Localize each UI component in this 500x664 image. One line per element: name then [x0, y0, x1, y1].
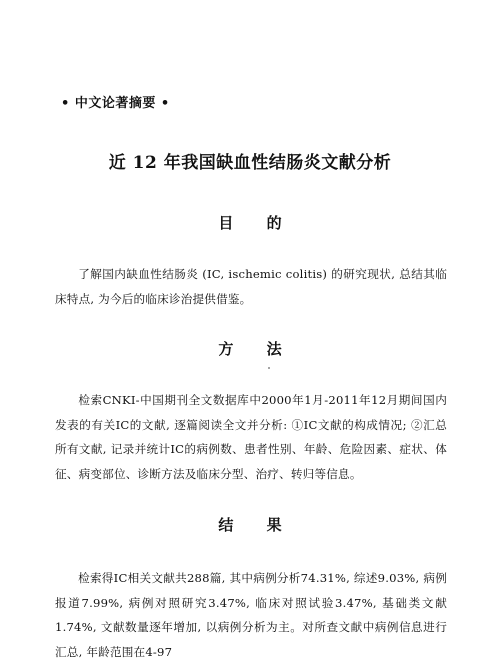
objective-paragraph	[55, 262, 447, 311]
methods-heading: 方 法	[218, 340, 296, 358]
scan-speck	[268, 367, 270, 369]
results-paragraph	[55, 566, 447, 664]
section-tag: • 中文论著摘要 •	[61, 96, 170, 111]
objective-heading: 目 的	[218, 214, 296, 232]
results-heading: 结 果	[218, 516, 296, 534]
results-text: 检索得IC相关文献共288篇, 其中病例分析74.31%, 综述9.03%, 病例报道7.99%, 病例对照研究3.47%, 临床对照试验3.47%, 基础类文献1.74%, 文献数量逐年增加, 以病例分析为主。对所查文献中病例信息进行汇总, 年龄范围在4-97	[55, 571, 447, 659]
methods-paragraph	[55, 388, 447, 486]
objective-text: 了解国内缺血性结肠炎 (IC, ischemic colitis) 的研究现状, 总结其临床特点, 为今后的临床诊治提供借鉴。	[55, 267, 447, 306]
paper-title: 近 12 年我国缺血性结肠炎文献分析	[108, 153, 392, 173]
methods-text: 检索CNKI-中国期刊全文数据库中2000年1月-2011年12月期间国内发表的有关IC的文献, 逐篇阅读全文并分析: ①IC文献的构成情况; ②汇总所有文献, 记录并统计IC的病例数、患者性别、年龄、危险因素、症状、体征、病变部位、诊断方法及临床分型、治疗、转归等信息。	[55, 393, 447, 481]
